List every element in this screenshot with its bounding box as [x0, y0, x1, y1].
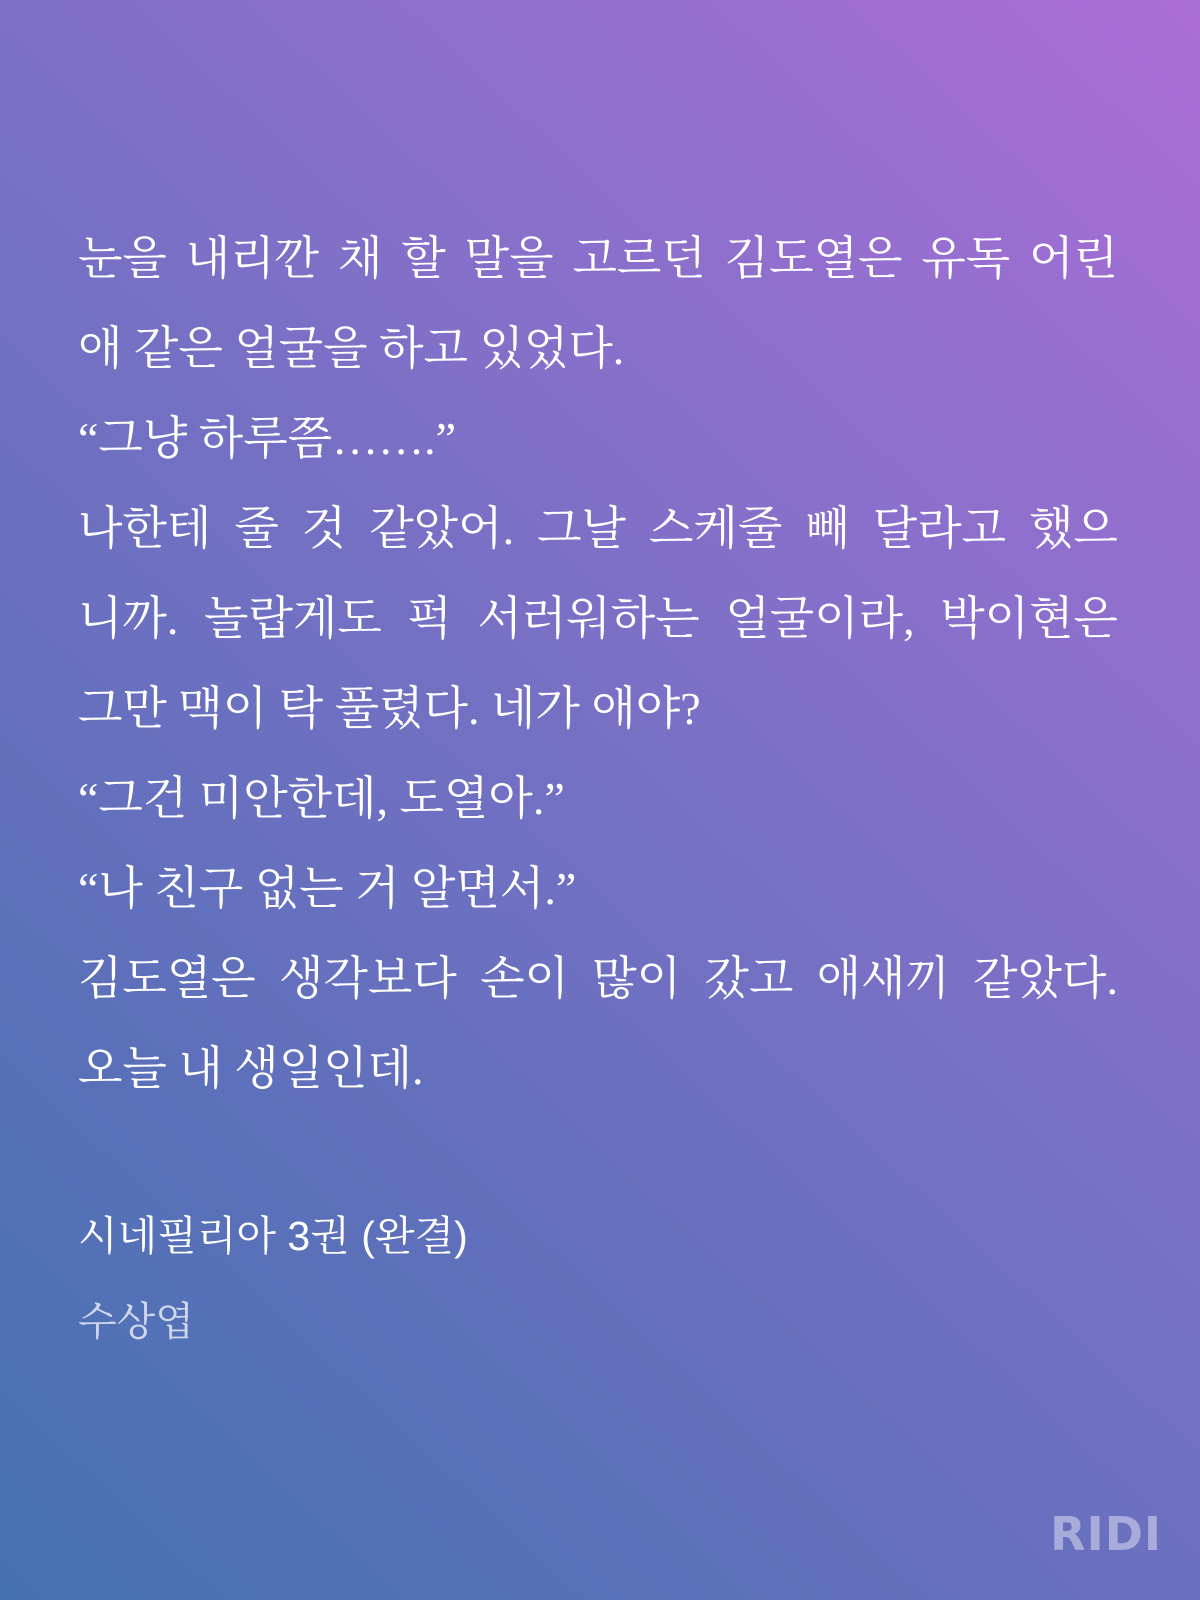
book-author: 수상엽: [78, 1300, 194, 1344]
quote-line: “그냥 하루쯤…….”: [78, 413, 457, 464]
ridi-logo: RIDI: [1050, 1507, 1162, 1561]
quote-line: “그건 미안한데, 도열아.”: [78, 773, 565, 824]
quote-line: 나한테 줄 것 같았어. 그날 스케줄 빼 달라고 했으: [78, 503, 1118, 554]
quote-line: 김도열은 생각보다 손이 많이 갔고 애새끼 같았다.: [78, 953, 1118, 1004]
quote-line: 니까. 놀랍게도 퍽 서러워하는 얼굴이라, 박이현은: [78, 593, 1118, 644]
quote-line: 그만 맥이 탁 풀렸다. 네가 애야?: [78, 683, 701, 734]
quote-line: 애 같은 얼굴을 하고 있었다.: [78, 323, 625, 374]
quote-line: “나 친구 없는 거 알면서.”: [78, 863, 577, 914]
quote-line: 오늘 내 생일인데.: [78, 1043, 424, 1094]
quote-text-block: [78, 214, 1118, 1114]
book-title: 시네필리아 3권 (완결): [78, 1213, 468, 1259]
quote-line: 눈을 내리깐 채 할 말을 고르던 김도열은 유독 어린: [78, 233, 1118, 284]
